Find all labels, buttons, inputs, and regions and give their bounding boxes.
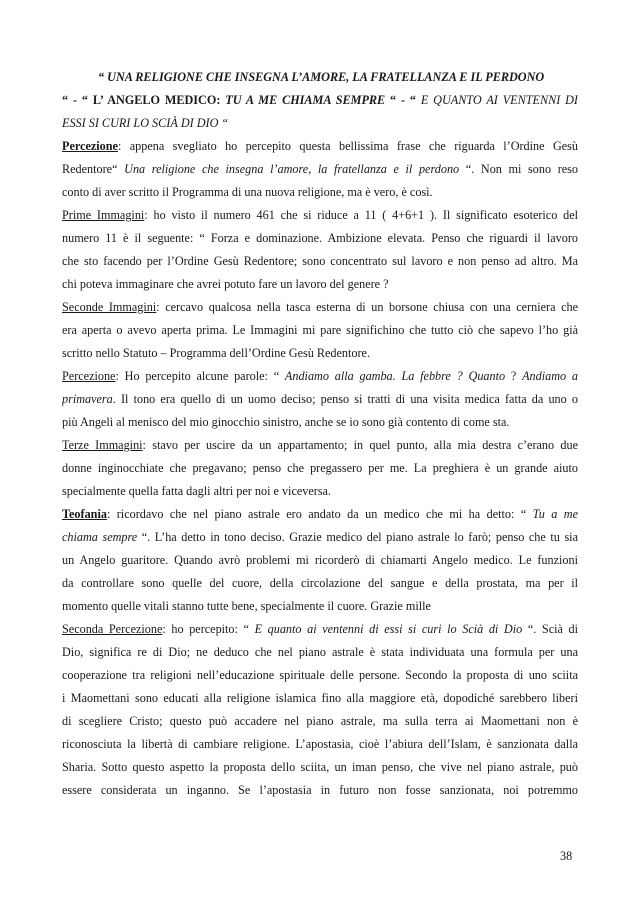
body-text: un Angelo guaritore. Quando avrò problemi mi ricorderò di chiamarti Angelo medico. Le funzioni	[62, 553, 578, 567]
paragraph-line	[62, 319, 578, 342]
title-text: “ - “	[385, 93, 421, 107]
title-text: “ - “ L’ ANGELO MEDICO:	[62, 93, 226, 107]
body-text: i Maomettani sono educati alla religione islamica fino alla maggiore età, dopodiché sarebbero liberi	[62, 691, 578, 705]
body-text: conto di aver scritto il Programma di una nuova religione, ma è vero, è così.	[62, 185, 433, 199]
section-label: Percezione	[62, 369, 116, 383]
section-label: Seconda Percezione	[62, 622, 163, 636]
body-text: : ricordavo che nel piano astrale ero andato da un medico che mi ha detto: “	[106, 507, 533, 521]
body-text: Una religione che insegna l’amore, la fratellanza e il perdono	[124, 162, 460, 176]
paragraph-line	[62, 434, 578, 457]
body-text: essere considerata un inganno. Se l’apostasia in futuro non fosse sanzionata, noi potremmo	[62, 783, 578, 797]
body-text: : cercavo qualcosa nella tasca esterna di un borsone chiusa con una cerniera che	[156, 300, 578, 314]
paragraph-line	[62, 273, 578, 296]
paragraph-line	[62, 250, 578, 273]
paragraph-line	[62, 296, 578, 319]
paragraph-line	[62, 457, 578, 480]
title-line-1	[62, 66, 578, 89]
paragraph-line	[62, 710, 578, 733]
page-number: 38	[560, 849, 573, 863]
body-text: primavera	[62, 392, 113, 406]
body-text: Sharia. Sotto questo aspetto la proposta dello sciita, un iman penso, che vive nel piano astrale, può	[62, 760, 578, 774]
title-text: TU A ME CHIAMA SEMPRE	[225, 93, 386, 107]
body-text: : ho percepito: “	[162, 622, 255, 636]
title-line-2	[62, 89, 578, 112]
body-text: ?	[505, 369, 523, 383]
paragraph-line	[62, 664, 578, 687]
body-text: scritto nello Statuto – Programma dell’Ordine Gesù Redentore.	[62, 346, 371, 360]
paragraph-line	[62, 733, 578, 756]
paragraph-line	[62, 135, 578, 158]
paragraph-line	[62, 526, 578, 549]
body-text: “. L’ha detto in tono deciso. Grazie medico del piano astrale lo farò; penso che tu sia	[137, 530, 578, 544]
paragraph-line	[62, 779, 578, 802]
paragraph-line	[62, 342, 578, 365]
body-text: Redentore“	[62, 162, 125, 176]
section-label: Percezione	[62, 139, 118, 153]
body-text: che sto facendo per l’Ordine Gesù Redentore; sono concentrato sul lavoro e non penso ad altro. Ma	[62, 254, 578, 268]
body-text: riconosciuta la libertà di cambiare religione. L’apostasia, cioè l’abiura dell’Islam, è sanzionata dalla	[62, 737, 578, 751]
paragraph-line	[62, 480, 578, 503]
body-text: . Il tono era quello di un uomo deciso; penso si tratti di una visita medica fatta da uno o	[112, 392, 578, 406]
body-text: specialmente quella fatta dagli altri per noi e viceversa.	[62, 484, 332, 498]
body-text: cooperazione tra religioni nell’educazione spirituale delle persone. Secondo la proposta di uno sciita	[62, 668, 578, 682]
section-label: Prime Immagini	[62, 208, 145, 222]
body-text: Andiamo a	[522, 369, 578, 383]
paragraph-line	[62, 158, 578, 181]
title-text: ESSI SI CURI LO SCIÀ DI DIO “	[62, 116, 229, 130]
body-text: di scegliere Cristo; questo può accadere nel piano astrale, ma sulla terra ai Maomettani non è	[62, 714, 578, 728]
paragraph-line	[62, 411, 578, 434]
document-page	[62, 66, 578, 802]
body-text: : appena svegliato ho percepito questa bellissima frase che riguarda l’Ordine Gesù	[117, 139, 578, 153]
title-text: E QUANTO AI VENTENNI DI	[420, 93, 578, 107]
body-text: Tu a me	[532, 507, 578, 521]
paragraph-line	[62, 549, 578, 572]
body-text: momento quelle vitali stanno tutte bene, specialmente il cuore. Grazie mille	[62, 599, 431, 613]
body-text: Dio, significa re di Dio; ne deduco che nel piano astrale è stata individuata una formula per una	[62, 645, 578, 659]
paragraph-line	[62, 618, 578, 641]
body-text: Andiamo alla gamba. La febbre ? Quanto	[284, 369, 506, 383]
paragraph-line	[62, 204, 578, 227]
body-text: era aperta o avevo aperta prima. Le Immagini mi pare significhino che tutto ciò che sapevo l’ho già	[62, 323, 578, 337]
body-text: chi poteva immaginare che avrei potuto fare un lavoro del genere ?	[62, 277, 389, 291]
body-text: chiama sempre	[62, 530, 138, 544]
paragraph-line	[62, 641, 578, 664]
paragraph-line	[62, 227, 578, 250]
paragraph-line	[62, 572, 578, 595]
body-text: più Angeli al menisco del mio ginocchio sinistro, anche se io sono già contento di come sta.	[62, 415, 510, 429]
paragraph-line	[62, 756, 578, 779]
paragraph-line	[62, 181, 578, 204]
paragraph-line	[62, 365, 578, 388]
title-text: “ UNA RELIGIONE CHE INSEGNA L’AMORE, LA FRATELLANZA E IL PERDONO	[98, 70, 545, 84]
paragraph-line	[62, 687, 578, 710]
body-text: : stavo per uscire da un appartamento; in quel punto, alla mia destra c’erano due	[142, 438, 578, 452]
body-text: : ho visto il numero 461 che si riduce a 11 ( 4+6+1 ). Il significato esoterico del	[144, 208, 578, 222]
body-text: da controllare sono quelle del cuore, della circolazione del sangue e della prostata, ma per il	[62, 576, 578, 590]
paragraph-line	[62, 595, 578, 618]
body-text: “. Scià di	[522, 622, 578, 636]
body-text: E quanto ai ventenni di essi si curi lo Scià di Dio	[254, 622, 523, 636]
section-label: Teofania	[62, 507, 107, 521]
body-text: : Ho percepito alcune parole: “	[115, 369, 285, 383]
body-text: “. Non mi sono reso	[459, 162, 578, 176]
section-label: Terze Immagini	[62, 438, 143, 452]
paragraph-line	[62, 388, 578, 411]
section-label: Seconde Immagini	[62, 300, 157, 314]
paragraph-line	[62, 503, 578, 526]
body-text: donne inginocchiate che pregavano; penso che pregassero per me. La preghiera è un grande aiuto	[62, 461, 578, 475]
body-text: numero 11 è il seguente: “ Forza e dominazione. Ambizione elevata. Penso che riguardi il lavoro	[62, 231, 578, 245]
title-line-3	[62, 112, 578, 135]
